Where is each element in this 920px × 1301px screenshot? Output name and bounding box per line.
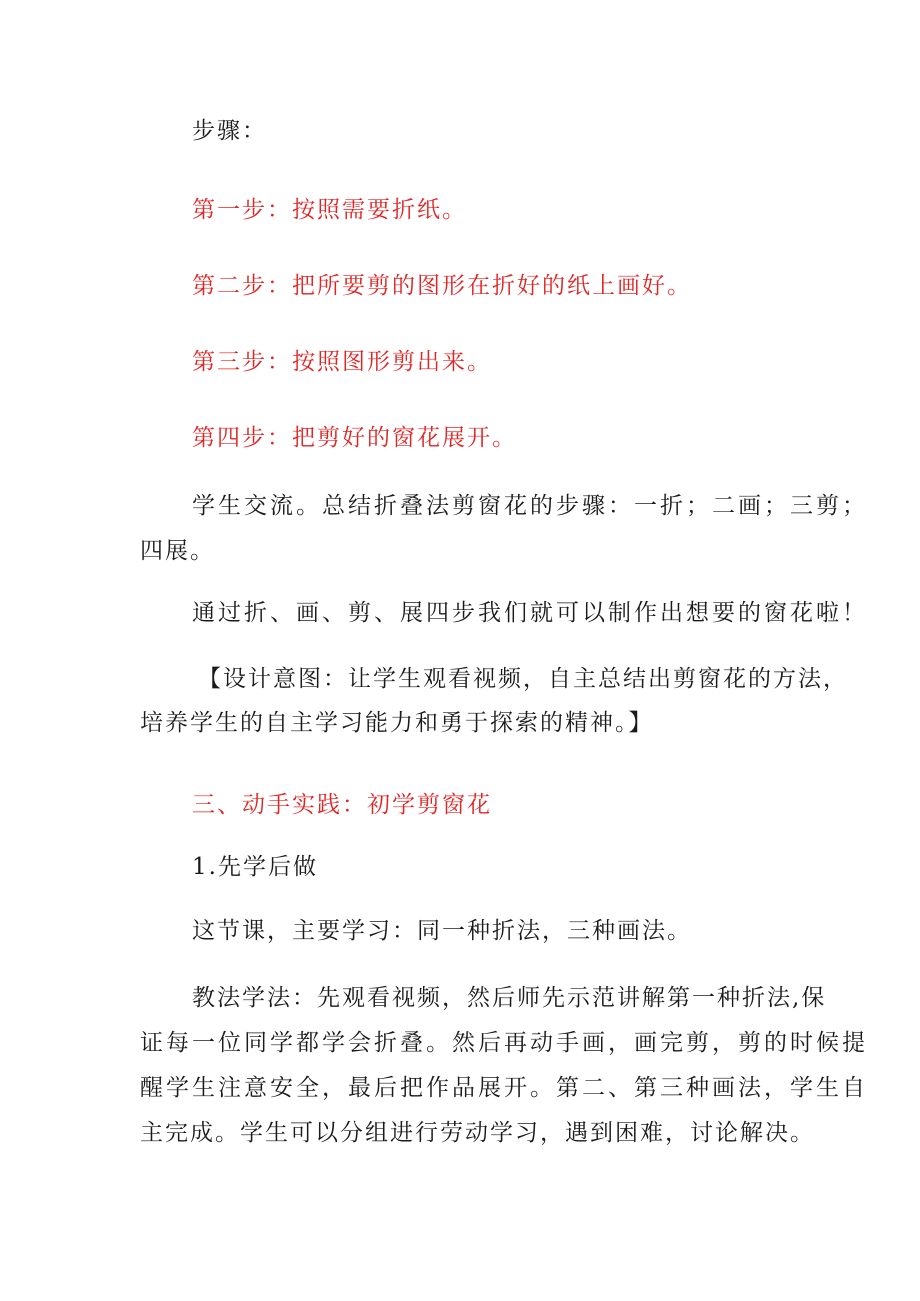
subheading-1: 1.先学后做 [192,854,318,880]
method-paragraph-line-1: 教法学法：先观看视频，然后师先示范讲解第一种折法,保 [192,985,827,1011]
section-3-heading: 三、动手实践：初学剪窗花 [192,792,492,818]
lesson-focus: 这节课，主要学习：同一种折法，三种画法。 [192,918,692,944]
method-paragraph-line-3: 醒学生注意安全，最后把作品展开。第二、第三种画法，学生自 [140,1075,868,1101]
step-2: 第二步：把所要剪的图形在折好的纸上画好。 [192,273,692,299]
design-intent-line-2: 培养学生的自主学习能力和勇于探索的精神。】 [140,710,654,736]
summary-paragraph: 通过折、画、剪、展四步我们就可以制作出想要的窗花啦！ [192,600,868,626]
exchange-paragraph-line-1: 学生交流。总结折叠法剪窗花的步骤：一折；二画；三剪； [192,493,868,519]
step-4: 第四步：把剪好的窗花展开。 [192,425,517,451]
step-3: 第三步：按照图形剪出来。 [192,349,492,375]
method-paragraph-line-2: 证每一位同学都学会折叠。然后再动手画，画完剪，剪的时候提 [140,1030,868,1056]
step-1: 第一步：按照需要折纸。 [192,197,467,223]
steps-label: 步骤： [192,118,267,144]
design-intent-line-1: 【设计意图：让学生观看视频，自主总结出剪窗花的方法， [198,666,848,692]
method-paragraph-line-4: 主完成。学生可以分组进行劳动学习，遇到困难，讨论解决。 [140,1120,815,1146]
exchange-paragraph-line-2: 四展。 [140,538,215,564]
